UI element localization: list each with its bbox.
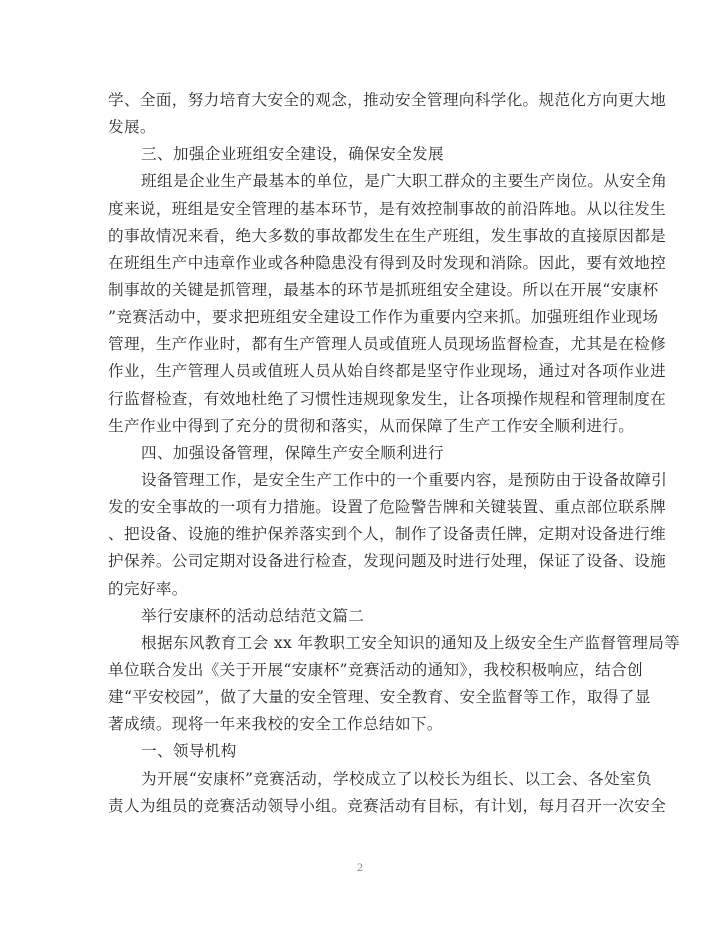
text-line: 发的安全事故的一项有力措施。设置了危险警告牌和关键装置、重点部位联系牌	[108, 498, 667, 517]
text-line: 作业，生产管理人员或值班人员从始自终都是坚守作业现场，通过对各项作业进	[108, 362, 667, 381]
text-line: 的完好率。	[108, 579, 188, 598]
text-line: 设备管理工作，是安全生产工作中的一个重要内容，是预防由于设备故障引	[141, 470, 668, 489]
text-line: ”竞赛活动中，要求把班组安全建设工作作为重要内空来抓。加强班组作业现场	[108, 308, 659, 327]
text-line: 制事故的关键是抓管理，最基本的环节是抓班组安全建设。所以在开展“安康杯	[108, 280, 659, 299]
page-number: 2	[357, 860, 363, 874]
article-title: 举行安康杯的活动总结范文篇二	[141, 606, 365, 625]
section-heading: 四、加强设备管理，保障生产安全顺利进行	[141, 443, 444, 462]
text-line: 管理，生产作业时，都有生产管理人员或值班人员现场监督检查，尤其是在检修	[108, 335, 667, 354]
document-body	[108, 87, 681, 820]
text-line: 、把设备、设施的维护保养落实到个人，制作了设备责任牌，定期对设备进行维	[108, 525, 667, 544]
text-line: 的事故情况来看，绝大多数的事故都发生在生产班组，发生事故的直接原因都是	[108, 226, 667, 245]
section-heading: 一、领导机构	[141, 742, 237, 761]
text-line: 建“平安校园”，做了大量的安全管理、安全教育、安全监督等工作，取得了显	[108, 688, 651, 707]
text-line: 为开展“安康杯”竞赛活动，学校成立了以校长为组长、以工会、各处室负	[141, 769, 652, 788]
text-line: 学、全面，努力培育大安全的观念，推动安全管理向科学化。规范化方向更大地	[108, 91, 667, 109]
text-line: 行监督检查，有效地杜绝了习惯性违规现象发生，让各项操作规程和管理制度在	[108, 389, 667, 408]
text-line: 发展。	[108, 118, 156, 137]
section-heading: 三、加强企业班组安全建设，确保安全发展	[141, 145, 444, 164]
text-line: 单位联合发出《关于开展“安康杯”竞赛活动的通知》，我校积极响应，结合创	[108, 660, 643, 679]
text-line: 班组是企业生产最基本的单位，是广大职工群众的主要生产岗位。从安全角	[141, 172, 668, 191]
text-line: 度来说，班组是安全管理的基本环节，是有效控制事故的前沿阵地。从以往发生	[108, 199, 667, 218]
text-line: 在班组生产中违章作业或各种隐患没有得到及时发现和消除。因此，要有效地控	[108, 253, 667, 272]
text-line: 根据东风教育工会 xx 年教职工安全知识的通知及上级安全生产监督管理局等	[141, 633, 681, 652]
text-line: 责人为组员的竞赛活动领导小组。竞赛活动有目标，有计划，每月召开一次安全	[108, 796, 667, 815]
text-line: 护保养。公司定期对设备进行检查，发现问题及时进行处理，保证了设备、设施	[108, 552, 667, 571]
text-line: 著成绩。现将一年来我校的安全工作总结如下。	[108, 715, 443, 734]
text-line: 生产作业中得到了充分的贯彻和落实，从而保障了生产工作安全顺利进行。	[108, 416, 635, 435]
